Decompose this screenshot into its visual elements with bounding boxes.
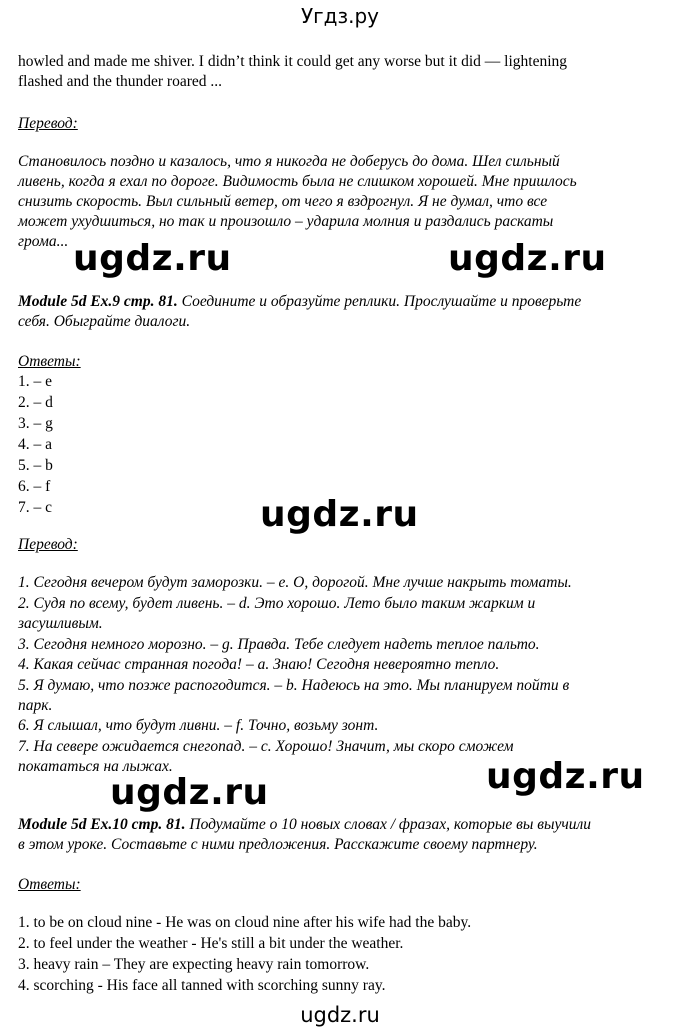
ex10-task-text: Подумайте о 10 новых словах / фразах, которые вы выучили: [185, 816, 592, 833]
ex9-answers-heading: Ответы:: [18, 353, 81, 370]
ex10-answer-item: 1. to be on cloud nine - He was on cloud nine after his wife had the baby.: [18, 914, 472, 931]
ex9-translation-line: 2. Судя по всему, будет ливень. – d. Это хорошо. Лето было таким жарким и: [18, 595, 536, 612]
ex9-task-text: Соедините и образуйте реплики. Прослушайте и проверьте: [177, 293, 582, 310]
ex10-answers-heading: Ответы:: [18, 876, 81, 893]
ex9-translation-line: 3. Сегодня немного морозно. – g. Правда. Тебе следует надеть теплое пальто.: [18, 636, 540, 653]
ex9-task-line-1: [18, 292, 668, 312]
answer-item: 2. – d: [18, 394, 53, 411]
ex9-translation-heading: Перевод:: [18, 536, 78, 553]
answer-item: 3. – g: [18, 415, 53, 432]
translation-line: грома...: [18, 233, 69, 250]
ex9-translation-line: парк.: [18, 697, 53, 714]
ex10-task-line-1: [18, 815, 668, 835]
answer-item: 7. – c: [18, 499, 53, 516]
answer-item: 1. – e: [18, 373, 53, 390]
ex10-title: Module 5d Ex.10 стр. 81.: [18, 816, 186, 833]
watermark: ugdz.ru: [73, 238, 232, 279]
ex10-answer-item: 3. heavy rain – They are expecting heavy rain tomorrow.: [18, 956, 370, 973]
ex9-translation-line: 1. Сегодня вечером будут заморозки. – e. О, дорогой. Мне лучше накрыть томаты.: [18, 574, 572, 591]
ex10-answer-item: 4. scorching - His face all tanned with scorching sunny ray.: [18, 977, 386, 994]
translation-line: снизить скорость. Выл сильный ветер, от чего я вздрогнул. Я не думал, что все: [18, 193, 548, 210]
ex9-translation-line: 4. Какая сейчас странная погода! – a. Знаю! Сегодня невероятно тепло.: [18, 656, 500, 673]
ex10-task-line-2: в этом уроке. Составьте с ними предложения. Расскажите своему партнеру.: [18, 836, 538, 853]
answer-item: 4. – a: [18, 436, 53, 453]
ex10-answer-item: 2. to feel under the weather - He's still a bit under the weather.: [18, 935, 404, 952]
translation-line: ливень, когда я ехал по дороге. Видимость была не слишком хорошей. Мне пришлось: [18, 173, 577, 190]
watermark: ugdz.ru: [260, 494, 419, 535]
intro-line-2: flashed and the thunder roared ...: [18, 73, 223, 90]
footer-watermark: ugdz.ru: [300, 1003, 380, 1027]
answer-item: 6. – f: [18, 478, 51, 495]
translation-line: Становилось поздно и казалось, что я никогда не доберусь до дома. Шел сильный: [18, 153, 560, 170]
translation-line: может ухудшиться, но так и произошло – ударила молния и раздались раскаты: [18, 213, 554, 230]
ex9-title: Module 5d Ex.9 стр. 81.: [18, 293, 178, 310]
answer-item: 5. – b: [18, 457, 53, 474]
ex9-translation-line: покататься на лыжах.: [18, 758, 173, 775]
site-title: Угдз.ру: [300, 4, 380, 28]
ex9-translation-line: 7. На севере ожидается снегопад. – c. Хорошо! Значит, мы скоро сможем: [18, 738, 514, 755]
ex9-translation-line: 6. Я слышал, что будут ливни. – f. Точно, возьму зонт.: [18, 717, 379, 734]
watermark: ugdz.ru: [448, 238, 607, 279]
ex9-translation-line: засушливым.: [18, 615, 103, 632]
watermark: ugdz.ru: [486, 756, 645, 797]
intro-line-1: howled and made me shiver. I didn’t think it could get any worse but it did — lightening: [18, 53, 568, 70]
ex9-task-line-2: себя. Обыграйте диалоги.: [18, 313, 191, 330]
translation-heading: Перевод:: [18, 115, 78, 132]
ex9-translation-line: 5. Я думаю, что позже распогодится. – b. Надеюсь на это. Мы планируем пойти в: [18, 677, 570, 694]
watermark: ugdz.ru: [110, 772, 269, 813]
